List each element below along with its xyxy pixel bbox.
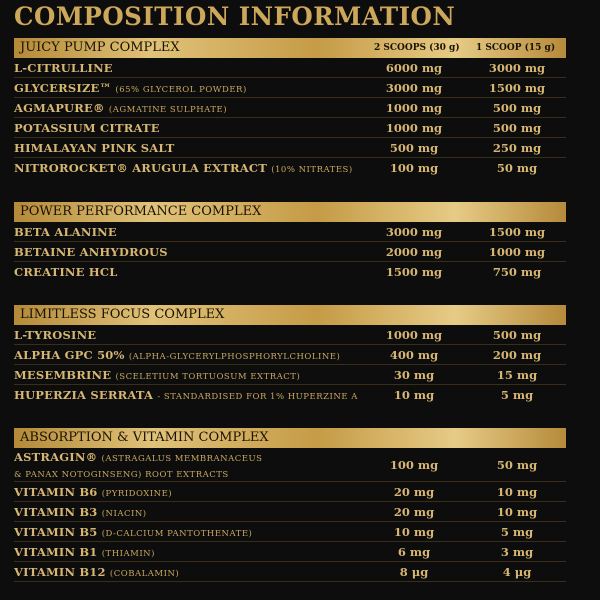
section-title: POWER PERFORMANCE COMPLEX [20, 204, 262, 219]
value-1-scoop: 5 mg [500, 525, 534, 539]
section-limitless-focus [14, 305, 566, 405]
value-1-scoop: 1000 mg [488, 245, 546, 259]
ingredient-name: VITAMIN B6 [14, 485, 98, 499]
value-2-scoops: 1000 mg [385, 121, 443, 135]
section-absorption-vitamin [14, 428, 566, 582]
table-row [14, 448, 566, 482]
ingredient-name: VITAMIN B12 [14, 565, 106, 579]
ingredient-name: BETA ALANINE [14, 225, 117, 239]
section-header [14, 428, 566, 448]
ingredient-name: BETAINE ANHYDROUS [14, 245, 168, 259]
ingredient-name: GLYCERSIZE™ [14, 81, 112, 95]
table-row [14, 542, 566, 562]
ingredient-note: (NIACIN) [101, 509, 147, 519]
value-2-scoops: 2000 mg [385, 245, 443, 259]
table-row [14, 58, 566, 78]
value-2-scoops: 20 mg [393, 485, 435, 499]
table-row [14, 222, 566, 242]
ingredient-name: POTASSIUM CITRATE [14, 121, 160, 135]
ingredient-name: ALPHA GPC 50% [14, 348, 125, 362]
ingredient-name: HIMALAYAN PINK SALT [14, 141, 175, 155]
ingredient-name: NITROROCKET® ARUGULA EXTRACT [14, 161, 267, 175]
section-power-performance [14, 202, 566, 282]
ingredient-note: (COBALAMIN) [109, 569, 180, 579]
section-header [14, 305, 566, 325]
column-header-1-scoop: 1 SCOOP (15 g) [476, 43, 556, 53]
table-row [14, 365, 566, 385]
table-row [14, 242, 566, 262]
value-2-scoops: 30 mg [393, 368, 435, 382]
column-header-2-scoops: 2 SCOOPS (30 g) [374, 43, 460, 53]
section-title: ABSORPTION & VITAMIN COMPLEX [20, 430, 269, 445]
value-2-scoops: 500 mg [389, 141, 439, 155]
value-2-scoops: 3000 mg [385, 81, 443, 95]
ingredient-note: (ASTRAGALUS MEMBRANACEUS [101, 454, 263, 464]
value-2-scoops: 20 mg [393, 505, 435, 519]
value-2-scoops: 1500 mg [385, 265, 443, 279]
ingredient-note: (D-CALCIUM PANTOTHENATE) [101, 529, 253, 539]
table-row [14, 138, 566, 158]
value-2-scoops: 6 mg [397, 545, 431, 559]
value-1-scoop: 250 mg [492, 141, 542, 155]
ingredient-note: (10% NITRATES) [271, 165, 353, 175]
value-2-scoops: 1000 mg [385, 101, 443, 115]
value-1-scoop: 50 mg [496, 161, 538, 175]
ingredient-name: VITAMIN B5 [14, 525, 98, 539]
section-header [14, 202, 566, 222]
value-2-scoops: 1000 mg [385, 328, 443, 342]
ingredient-name: VITAMIN B1 [14, 545, 98, 559]
value-1-scoop: 10 mg [496, 485, 538, 499]
ingredient-note: (THIAMIN) [101, 549, 155, 559]
ingredient-name: L-CITRULLINE [14, 61, 113, 75]
table-row [14, 325, 566, 345]
table-row [14, 345, 566, 365]
ingredient-note-line2: & PANAX NOTOGINSENG) ROOT EXTRACTS [14, 470, 229, 480]
value-1-scoop: 3 mg [500, 545, 534, 559]
section-juicy-pump [14, 38, 566, 178]
ingredient-name: L-TYROSINE [14, 328, 97, 342]
table-row [14, 562, 566, 582]
ingredient-note: - STANDARDISED FOR 1% HUPERZINE A [157, 392, 358, 402]
ingredient-name: VITAMIN B3 [14, 505, 98, 519]
value-1-scoop: 10 mg [496, 505, 538, 519]
ingredient-note: (ALPHA-GLYCERYLPHOSPHORYLCHOLINE) [128, 352, 341, 362]
ingredient-name: ASTRAGIN® [14, 450, 98, 464]
value-1-scoop: 500 mg [492, 121, 542, 135]
ingredient-name: MESEMBRINE [14, 368, 112, 382]
value-2-scoops: 400 mg [389, 348, 439, 362]
value-2-scoops: 10 mg [393, 388, 435, 402]
table-row [14, 98, 566, 118]
value-2-scoops: 3000 mg [385, 225, 443, 239]
ingredient-name: CREATINE HCL [14, 265, 118, 279]
value-1-scoop: 5 mg [500, 388, 534, 402]
table-row [14, 158, 566, 178]
section-header [14, 38, 566, 58]
value-1-scoop: 3000 mg [488, 61, 546, 75]
ingredient-note: (SCELETIUM TORTUOSUM EXTRACT) [115, 372, 301, 382]
ingredient-note: (PYRIDOXINE) [101, 489, 173, 499]
ingredient-name: HUPERZIA SERRATA [14, 388, 154, 402]
value-2-scoops: 8 μg [399, 565, 429, 579]
value-2-scoops: 100 mg [389, 161, 439, 175]
section-title: JUICY PUMP COMPLEX [20, 40, 180, 55]
page-title: COMPOSITION INFORMATION [14, 2, 456, 31]
table-row [14, 262, 566, 282]
value-1-scoop: 1500 mg [488, 81, 546, 95]
table-row [14, 78, 566, 98]
ingredient-note: (65% GLYCEROL POWDER) [115, 85, 247, 95]
value-1-scoop: 4 μg [502, 565, 532, 579]
value-1-scoop: 1500 mg [488, 225, 546, 239]
table-row [14, 502, 566, 522]
value-1-scoop: 50 mg [496, 458, 538, 472]
table-row [14, 482, 566, 502]
value-2-scoops: 10 mg [393, 525, 435, 539]
ingredient-name: AGMAPURE® [14, 101, 105, 115]
value-1-scoop: 750 mg [492, 265, 542, 279]
ingredient-note: (AGMATINE SULPHATE) [108, 105, 228, 115]
value-1-scoop: 15 mg [496, 368, 538, 382]
table-row [14, 385, 566, 405]
table-row [14, 522, 566, 542]
value-1-scoop: 200 mg [492, 348, 542, 362]
value-1-scoop: 500 mg [492, 101, 542, 115]
table-row [14, 118, 566, 138]
section-title: LIMITLESS FOCUS COMPLEX [20, 307, 225, 322]
value-1-scoop: 500 mg [492, 328, 542, 342]
value-2-scoops: 6000 mg [385, 61, 443, 75]
value-2-scoops: 100 mg [389, 458, 439, 472]
